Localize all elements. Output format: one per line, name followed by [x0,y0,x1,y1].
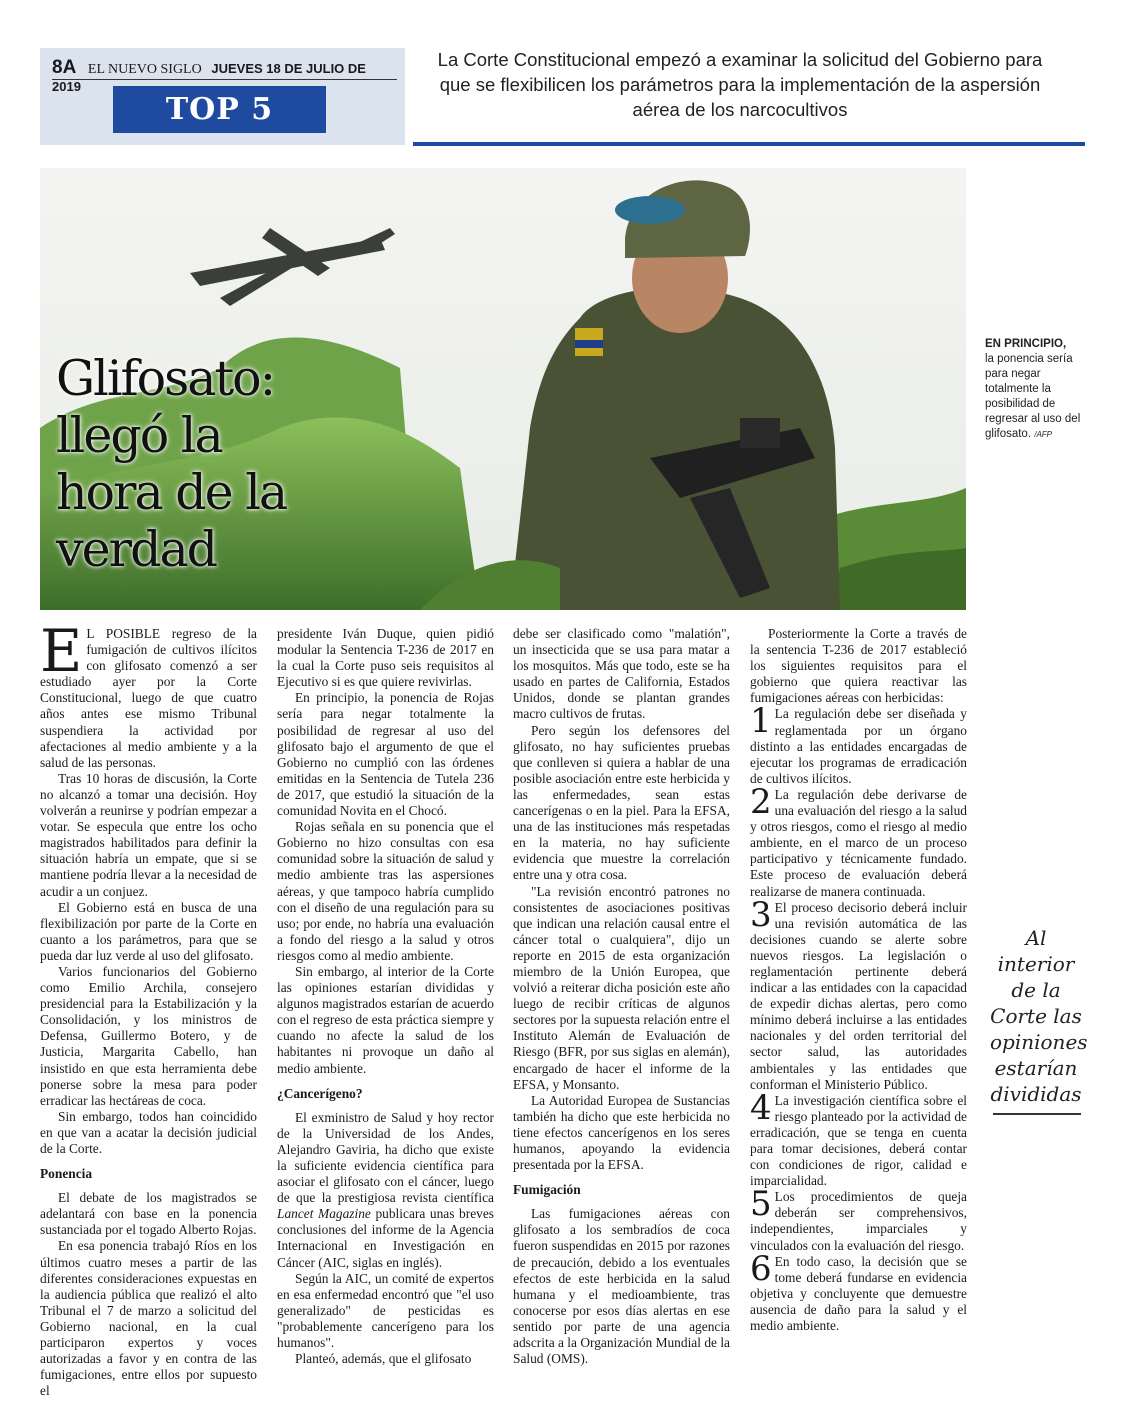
paragraph: Planteó, además, que el glifosato [295,1351,472,1367]
paragraph: Las fumigaciones aéreas con glifosato a los sembradíos de coca fueron suspendidas en 2015 por razones de precaución, debido a los eventuales efectos de este herbicida en la salud humana y el medioambiente, tras conocerse por esos días alertas en ese sentido por parte de una agencia adscrita a la Organización Mundial de la Salud (OMS). [513,1206,730,1367]
section-badge: TOP 5 [113,86,326,133]
column-4 [750,626,967,1334]
requirement-item: 5 Los procedimientos de queja deberán ser comprehensivos, independientes, imparciales y vinculados con la evaluación del riesgo. [750,1184,967,1253]
requirement-item: 1 La regulación debe ser diseñada y reglamentada por un órgano distinto a las entidades encargadas de ejecutar los programas de erradicación de cultivos ilícitos. [750,701,967,786]
caption-lead: EN PRINCIPIO, [985,338,1067,350]
requirement-number: 3 [750,894,772,935]
issue-date: JUEVES 18 DE JULIO DE 2019 [52,61,366,94]
paragraph: presidente Iván Duque, quien pidió modular la Sentencia T-236 de 2017 en la cual la Corte puso seis requisitos al Ejecutivo si es que quiere revivirlas. [277,626,494,690]
paragraph: Posteriormente la Corte a través de la sentencia T-236 de 2017 estableció los siguientes requisitos para el gobierno que quiera reactivar las fumigaciones aéreas con herbicidas: [750,626,967,706]
pull-quote: Al interior de la Corte las opiniones estarían divididas [990,926,1088,1106]
drop-cap: E [40,617,83,685]
subheading-ponencia: Ponencia [40,1166,93,1182]
publication-name: Lancet Magazine [277,1206,371,1222]
paragraph: En principio, la ponencia de Rojas sería para negar totalmente la posibilidad de regresar al uso del glifosato bajo el argumento de que el Gobierno no cumplió con las órdenes emitidas en la Sentencia de Tutela 236 de 2017, que estudió la situación de la comunidad Novita en el Chocó. [277,690,494,819]
paragraph: En esa ponencia trabajó Ríos en los últimos cuatro meses a partir de las diferentes consideraciones expuestas en la audiencia pública que realizó el alto Tribunal el 7 de marzo a solicitud del Gobierno nacional, en la cual participaron expertos y voces autorizadas a favor y en contra de las fumigaciones, entre ellos por supuesto el [40,1238,257,1399]
column-3 [513,626,730,1367]
paragraph: E L POSIBLE regreso de la fumigación de cultivos ilícitos con glifosato comenzó a ser estudiado ayer por la Corte Constitucional, luego de que cuatro años antes ese mismo Tribunal suspendiera la actividad por afectaciones al medio ambiente y a la salud de las personas. [40,617,257,770]
paragraph: El debate de los magistrados se adelantará con base en la ponencia sustanciada por el togado Alberto Rojas. [40,1190,257,1238]
column-2 [277,626,494,1367]
paragraph: Rojas señala en su ponencia que el Gobierno no hizo consultas con esa comunidad sobre la situación de salud y medio ambiente tras las aspersiones aéreas, y que tampoco habría cumplido con el diseño de una regulación para su uso; por ende, no habría una evaluación a fondo del riesgo a la salud y otros riesgos como al medio ambiente. [277,819,494,963]
kicker-text: La Corte Constitucional empezó a examinar la solicitud del Gobierno para que se flexibilicen los parámetros para la implementación de la aspersión aérea de los narcocultivos [437,49,1043,120]
requirement-item: 3 El proceso decisorio deberá incluir una revisión automática de las decisiones cuando se alerte sobre nuevos riesgos. La legislación o reglamentación pertinente deberá indicar a las entidades con la capacidad de expedir dichas alertas, pero como mínimo deberá incluirse a las entidades nacionales y del orden territorial del sector salud, las autoridades ambientales y las entidades que conforman el Ministerio Público. [750,894,967,1092]
paragraph: Según la AIC, un comité de expertos en esa enfermedad encontró que "el uso generalizado" de pesticidas es "probablemente cancerígeno para los humanos". [277,1270,494,1351]
requirement-number: 2 [750,781,772,822]
paragraph: debe ser clasificado como "malatión", un insecticida que se usa para matar a los mosquitos. Más que todo, este se ha usado en partes de California, Estados Unidos, donde se plantan grandes macro cultivos de frutas. [513,626,730,722]
requirement-number: 6 [750,1248,772,1289]
paragraph: Varios funcionarios del Gobierno como Emilio Archila, consejero presidencial para la Estabilización y la Consolidación, y los ministros de Defensa, Guillermo Botero, y de Justicia, Margarita Cabello, han insistido en que esta herramienta debe ponerse sobre la mesa para poder erradicar las hectáreas de coca. [40,963,257,1108]
requirement-item: 2 La regulación debe derivarse de una evaluación del riesgo a la salud y otros riesgos, como el riesgo al medio ambiente, en el marco de un proceso participativo y técnicamente fundado. Este proceso de evaluación deberá realizarse de manera continuada. [750,781,967,899]
headline: Glifosato: llegó la hora de la verdad [56,350,287,578]
kicker-rule [413,142,1085,146]
requirement-item: 4 La investigación científica sobre el riesgo planteado por la actividad de erradicación, que se tenga en cuenta para tomar decisiones, deberá contar con condiciones de rigor, calidad e imparcialidad. [750,1087,967,1189]
caption-text: la ponencia sería para negar totalmente la posibilidad de regresar al uso del glifosato. [985,353,1081,440]
requirement-number: 1 [750,701,772,742]
paragraph: "La revisión encontró patrones no consistentes de asociaciones positivas que indican una relación causal entre el cáncer total o cualquiera", dijo un reporte en 2015 de esta organización miembro de la Unión Europea, que volvió a reiterar dicha posición este año luego de recibir críticas de algunos sectores por la supuesta relación entre el Instituto Alemán de Evaluación de Riesgo (BFR, por sus siglas en alemán), encargado de hacer el informe de la EFSA, y Monsanto. [513,883,730,1092]
requirement-number: 5 [750,1184,772,1225]
column-1 [40,617,257,1399]
requirement-item: 6 En todo caso, la decisión que se tome deberá fundarse en evidencia objetiva y concluyente que demuestre ausencia de daño para la salud y el medio ambiente. [750,1248,967,1334]
paragraph: El Gobierno está en busca de una flexibilización por parte de la Corte en cuanto a los parámetros, para que se pueda dar luz verde al uso del glifosato. [40,899,257,963]
pull-quote-rule [993,1113,1081,1115]
page-number: 8A [52,57,77,78]
photo-caption [985,337,1085,442]
newspaper-name: EL NUEVO SIGLO [87,62,202,77]
paragraph: Tras 10 horas de discusión, la Corte no alcanzó a tomar una decisión. Hoy volverán a reunirse y podrían empezar a votar. Se especula que entre los ocho magistrados habilitados para definir la situación habría un empate, que si se mantiene podría llevar a la necesidad de acudir a un conjuez. [40,770,257,899]
page-header-line [52,57,397,94]
paragraph: La Autoridad Europea de Sustancias también ha dicho que este herbicida no tiene efectos cancerígenos en los seres humanos, apoyando la evidencia presentada por la EFSA. [513,1092,730,1173]
subheading-fumigacion: Fumigación [513,1182,581,1198]
requirement-number: 4 [750,1087,772,1128]
paragraph: Pero según los defensores del glifosato, no hay suficientes pruebas que conlleven si quiera a hablar de una posible asociación entre este herbicida y las enfermedades, sean estas cancerígenas o en la piel. Para la EFSA, una de las instituciones más respetadas en la materia, no hay suficiente evidencia que muestre la correlación entre una y otra cosa. [513,722,730,883]
caption-credit: /AFP [1034,430,1053,439]
paragraph: Sin embargo, todos han coincidido en que van a acatar la decisión judicial de la Corte. [40,1108,257,1156]
subheading-cancerigeno: ¿Cancerígeno? [277,1085,363,1101]
paragraph: Sin embargo, al interior de la Corte las opiniones estarían divididas y algunos magistrados estarían de acuerdo con el regreso de esta práctica siempre y cuando no afecte la salud de los habitantes ni provoque un daño al medio ambiente. [277,963,494,1076]
paragraph: El exministro de Salud y hoy rector de la Universidad de los Andes, Alejandro Gaviria, ha dicho que existe la suficiente evidencia científica para asociar el glifosato con el cáncer, luego de que la prestigiosa revista científica Lancet Magazine publicara unas breves conclusiones del informe de la Agencia Internacional en Investigación en Cáncer (AIC, siglas en inglés). [277,1109,494,1270]
